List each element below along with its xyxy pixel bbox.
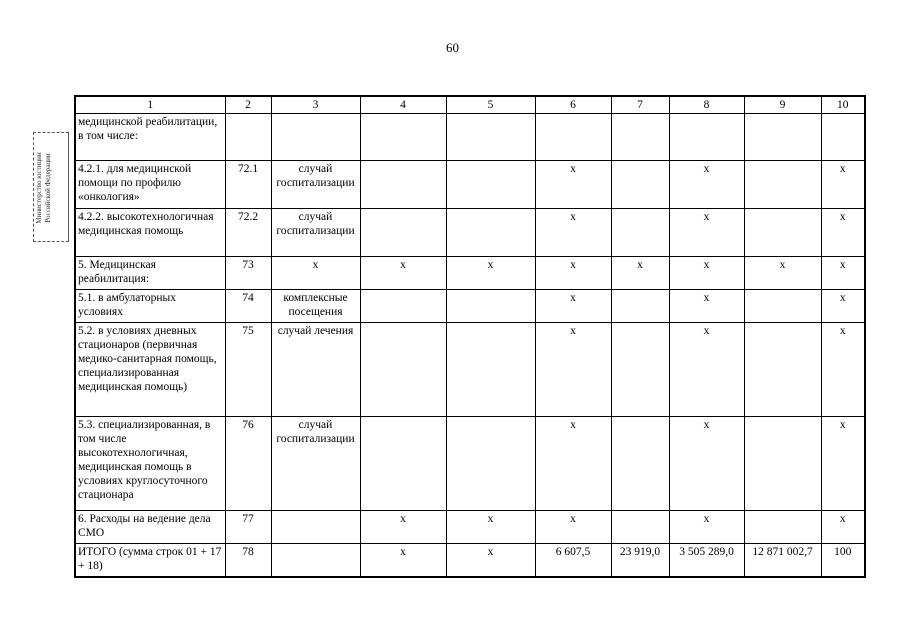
table-cell: 77	[225, 511, 271, 544]
table-cell: x	[669, 161, 744, 209]
table-cell: x	[821, 161, 865, 209]
table-cell: x	[535, 209, 611, 257]
table-cell	[744, 209, 821, 257]
table-cell: 3 505 289,0	[669, 544, 744, 577]
table-row	[75, 114, 865, 161]
table-cell	[669, 114, 744, 161]
table-cell	[535, 114, 611, 161]
table-cell: x	[669, 257, 744, 290]
table-cell: x	[669, 323, 744, 417]
table-cell: x	[535, 257, 611, 290]
table-cell	[611, 209, 669, 257]
table-cell: случай лечения	[271, 323, 360, 417]
table-cell	[744, 290, 821, 323]
table-cell: 6 607,5	[535, 544, 611, 577]
header-cell: 7	[611, 96, 669, 114]
row-label-cell: 5. Медицинская реабилитация:	[75, 257, 225, 290]
table-cell	[744, 511, 821, 544]
row-label-cell: 5.1. в амбулаторных условиях	[75, 290, 225, 323]
table-cell	[744, 161, 821, 209]
header-cell: 1	[75, 96, 225, 114]
table-cell	[446, 323, 535, 417]
table-cell	[744, 417, 821, 511]
table-cell: x	[271, 257, 360, 290]
table-cell: x	[744, 257, 821, 290]
table-row	[75, 323, 865, 417]
header-cell: 3	[271, 96, 360, 114]
table-row	[75, 257, 865, 290]
table-cell	[360, 417, 446, 511]
header-cell: 10	[821, 96, 865, 114]
table-row	[75, 290, 865, 323]
table-cell: 12 871 002,7	[744, 544, 821, 577]
table-body	[75, 96, 865, 577]
row-label-cell: 5.2. в условиях дневных стационаров (первичная медико-санитарная помощь, специализированная медицинская помощь)	[75, 323, 225, 417]
header-cell: 2	[225, 96, 271, 114]
table-cell	[360, 114, 446, 161]
table-header-row	[75, 96, 865, 114]
table-cell: 78	[225, 544, 271, 577]
table-cell	[446, 161, 535, 209]
table-cell: 76	[225, 417, 271, 511]
table-cell: x	[360, 511, 446, 544]
table-cell	[744, 323, 821, 417]
table-cell: x	[821, 323, 865, 417]
table-cell: 75	[225, 323, 271, 417]
table-row	[75, 161, 865, 209]
table-cell: x	[669, 290, 744, 323]
table-cell	[446, 290, 535, 323]
table-cell: комплексные посещения	[271, 290, 360, 323]
table-cell: x	[535, 290, 611, 323]
header-cell: 5	[446, 96, 535, 114]
row-label-cell: 6. Расходы на ведение дела СМО	[75, 511, 225, 544]
table-cell	[611, 161, 669, 209]
table-cell	[446, 209, 535, 257]
data-table	[74, 95, 866, 578]
table-cell	[611, 290, 669, 323]
table-cell: x	[360, 544, 446, 577]
table-cell: 23 919,0	[611, 544, 669, 577]
table-row	[75, 417, 865, 511]
table-cell: 72.1	[225, 161, 271, 209]
header-cell: 8	[669, 96, 744, 114]
table-cell	[446, 114, 535, 161]
table-cell: x	[821, 257, 865, 290]
table-cell	[744, 114, 821, 161]
table-row	[75, 511, 865, 544]
table-cell	[271, 511, 360, 544]
header-cell: 4	[360, 96, 446, 114]
row-label-cell: 4.2.2. высокотехнологичная медицинская помощь	[75, 209, 225, 257]
table-cell	[611, 114, 669, 161]
stamp-text: Министерство юстиции Российской Федерации	[35, 152, 52, 224]
table-cell	[611, 511, 669, 544]
table-cell: x	[535, 511, 611, 544]
table-cell: 74	[225, 290, 271, 323]
table-cell: x	[821, 417, 865, 511]
row-label-cell: медицинской реабилитации, в том числе:	[75, 114, 225, 161]
table-cell	[360, 290, 446, 323]
table-cell	[446, 417, 535, 511]
table-cell	[611, 417, 669, 511]
table-cell	[360, 209, 446, 257]
table-cell: x	[535, 161, 611, 209]
table-cell	[360, 161, 446, 209]
page-number: 60	[446, 40, 459, 55]
table-cell: x	[669, 209, 744, 257]
table-cell: случай госпитализации	[271, 209, 360, 257]
table-cell	[225, 114, 271, 161]
table-cell: x	[821, 511, 865, 544]
table-cell: 73	[225, 257, 271, 290]
table-row	[75, 544, 865, 577]
row-label-cell: 5.3. специализированная, в том числе высокотехнологичная, медицинская помощь в условиях круглосуточного стационара	[75, 417, 225, 511]
table-cell: x	[446, 511, 535, 544]
row-label-cell: ИТОГО (сумма строк 01 + 17 + 18)	[75, 544, 225, 577]
table-cell: x	[535, 323, 611, 417]
table-cell	[271, 114, 360, 161]
table-cell: x	[446, 257, 535, 290]
table-cell: случай госпитализации	[271, 417, 360, 511]
table-cell: 100	[821, 544, 865, 577]
table-cell: x	[535, 417, 611, 511]
table-cell	[611, 323, 669, 417]
table-row	[75, 209, 865, 257]
table-cell	[271, 544, 360, 577]
table-cell: x	[669, 417, 744, 511]
table-cell	[821, 114, 865, 161]
table-cell: x	[821, 209, 865, 257]
table-cell: x	[669, 511, 744, 544]
header-cell: 6	[535, 96, 611, 114]
table-cell: x	[360, 257, 446, 290]
table-cell: случай госпитализации	[271, 161, 360, 209]
header-cell: 9	[744, 96, 821, 114]
table-cell	[360, 323, 446, 417]
table-cell: x	[611, 257, 669, 290]
row-label-cell: 4.2.1. для медицинской помощи по профилю «онкология»	[75, 161, 225, 209]
table-cell: 72.2	[225, 209, 271, 257]
table-cell: x	[821, 290, 865, 323]
table-cell: x	[446, 544, 535, 577]
